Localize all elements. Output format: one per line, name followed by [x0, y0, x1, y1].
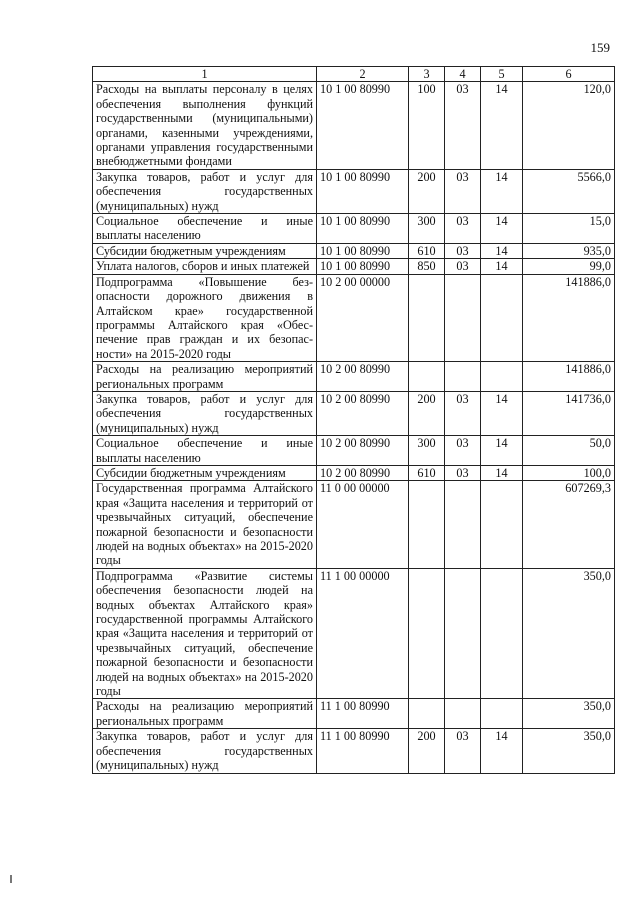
row-name-cell: Закупка товаров, работ и услуг для обеспечения государственных (муниципальных) нужд — [93, 391, 317, 435]
table-row — [93, 699, 615, 729]
section-cell: 03 — [445, 436, 481, 466]
section-cell: 03 — [445, 465, 481, 480]
page-number: 159 — [590, 40, 610, 55]
table-row — [93, 729, 615, 773]
column-header: 6 — [523, 67, 615, 82]
amount-cell: 99,0 — [523, 259, 615, 274]
expense-type-cell: 300 — [409, 436, 445, 466]
target-code-cell: 10 2 00 00000 — [317, 274, 409, 361]
subsection-cell — [481, 699, 523, 729]
scan-artifact — [10, 875, 12, 883]
target-code-cell: 11 1 00 00000 — [317, 568, 409, 699]
target-code-cell: 11 1 00 80990 — [317, 729, 409, 773]
table-row — [93, 243, 615, 258]
target-code-cell: 10 1 00 80990 — [317, 214, 409, 244]
section-cell — [445, 362, 481, 392]
subsection-cell: 14 — [481, 214, 523, 244]
table-row — [93, 362, 615, 392]
column-header: 3 — [409, 67, 445, 82]
subsection-cell: 14 — [481, 465, 523, 480]
expense-type-cell: 610 — [409, 465, 445, 480]
amount-cell: 935,0 — [523, 243, 615, 258]
table-row — [93, 391, 615, 435]
budget-table — [92, 66, 615, 774]
target-code-cell: 10 1 00 80990 — [317, 169, 409, 213]
section-cell: 03 — [445, 391, 481, 435]
expense-type-cell: 100 — [409, 82, 445, 169]
section-cell: 03 — [445, 259, 481, 274]
subsection-cell — [481, 481, 523, 568]
header-row — [93, 67, 615, 82]
expense-type-cell: 850 — [409, 259, 445, 274]
amount-cell: 141736,0 — [523, 391, 615, 435]
subsection-cell: 14 — [481, 436, 523, 466]
target-code-cell: 10 2 00 80990 — [317, 465, 409, 480]
expense-type-cell: 200 — [409, 729, 445, 773]
target-code-cell: 10 2 00 80990 — [317, 436, 409, 466]
row-name-cell: Социальное обеспечение и иные выплаты населению — [93, 214, 317, 244]
column-header: 2 — [317, 67, 409, 82]
subsection-cell: 14 — [481, 243, 523, 258]
table-row — [93, 481, 615, 568]
amount-cell: 141886,0 — [523, 274, 615, 361]
target-code-cell: 10 1 00 80990 — [317, 259, 409, 274]
subsection-cell: 14 — [481, 729, 523, 773]
subsection-cell — [481, 362, 523, 392]
column-header: 1 — [93, 67, 317, 82]
section-cell: 03 — [445, 214, 481, 244]
row-name-cell: Закупка товаров, работ и услуг для обеспечения государственных (муниципальных) нужд — [93, 729, 317, 773]
table-row — [93, 214, 615, 244]
section-cell: 03 — [445, 82, 481, 169]
table-row — [93, 568, 615, 699]
row-name-cell: Уплата налогов, сборов и иных платежей — [93, 259, 317, 274]
amount-cell: 141886,0 — [523, 362, 615, 392]
row-name-cell: Расходы на реализацию мероприятий региональных программ — [93, 699, 317, 729]
amount-cell: 100,0 — [523, 465, 615, 480]
section-cell: 03 — [445, 169, 481, 213]
amount-cell: 5566,0 — [523, 169, 615, 213]
expense-type-cell — [409, 699, 445, 729]
row-name-cell: Субсидии бюджетным учреждениям — [93, 465, 317, 480]
table-row — [93, 465, 615, 480]
target-code-cell: 10 2 00 80990 — [317, 391, 409, 435]
row-name-cell: Подпрограмма «Повышение безопасности дорожного движения в Алтайском крае» государственной программы Алтайского края «Обеспечение прав граждан и их безопасности» на 2015-2020 годы — [93, 274, 317, 361]
expense-type-cell: 200 — [409, 169, 445, 213]
amount-cell: 350,0 — [523, 568, 615, 699]
expense-type-cell — [409, 481, 445, 568]
expense-type-cell: 300 — [409, 214, 445, 244]
expense-type-cell — [409, 568, 445, 699]
section-cell: 03 — [445, 729, 481, 773]
subsection-cell: 14 — [481, 82, 523, 169]
amount-cell: 350,0 — [523, 699, 615, 729]
table-row — [93, 436, 615, 466]
table-row — [93, 82, 615, 169]
subsection-cell: 14 — [481, 169, 523, 213]
target-code-cell: 11 0 00 00000 — [317, 481, 409, 568]
row-name-cell: Государственная программа Алтайского края «Защита населения и территорий от чрезвычайных ситуаций, обеспечение пожарной безопасности и безопасности людей на водных объектах» на 2015-2020 годы — [93, 481, 317, 568]
row-name-cell: Расходы на выплаты персоналу в целях обеспечения выполнения функций государственными (муниципальными) органами, казенными учреждениями, органами управления государственными внебюджетными фондами — [93, 82, 317, 169]
table-row — [93, 274, 615, 361]
section-cell — [445, 481, 481, 568]
expense-type-cell: 610 — [409, 243, 445, 258]
table-row — [93, 169, 615, 213]
amount-cell: 15,0 — [523, 214, 615, 244]
subsection-cell: 14 — [481, 391, 523, 435]
section-cell — [445, 699, 481, 729]
amount-cell: 120,0 — [523, 82, 615, 169]
subsection-cell — [481, 274, 523, 361]
amount-cell: 607269,3 — [523, 481, 615, 568]
expense-type-cell — [409, 274, 445, 361]
column-header: 5 — [481, 67, 523, 82]
row-name-cell: Расходы на реализацию мероприятий региональных программ — [93, 362, 317, 392]
expense-type-cell — [409, 362, 445, 392]
section-cell — [445, 568, 481, 699]
target-code-cell: 10 2 00 80990 — [317, 362, 409, 392]
amount-cell: 50,0 — [523, 436, 615, 466]
subsection-cell: 14 — [481, 259, 523, 274]
amount-cell: 350,0 — [523, 729, 615, 773]
subsection-cell — [481, 568, 523, 699]
section-cell: 03 — [445, 243, 481, 258]
row-name-cell: Закупка товаров, работ и услуг для обеспечения государственных (муниципальных) нужд — [93, 169, 317, 213]
row-name-cell: Субсидии бюджетным учреждениям — [93, 243, 317, 258]
row-name-cell: Подпрограмма «Развитие системы обеспечения безопасности людей на водных объектах Алтайского края» государственной программы Алтайского края «Защита населения и территорий от чрезвычайных ситуаций, обеспечение пожарной безопасности и безопасности людей на водных объектах» на 2015-2020 годы — [93, 568, 317, 699]
table-row — [93, 259, 615, 274]
target-code-cell: 11 1 00 80990 — [317, 699, 409, 729]
section-cell — [445, 274, 481, 361]
expense-type-cell: 200 — [409, 391, 445, 435]
column-header: 4 — [445, 67, 481, 82]
row-name-cell: Социальное обеспечение и иные выплаты населению — [93, 436, 317, 466]
target-code-cell: 10 1 00 80990 — [317, 82, 409, 169]
target-code-cell: 10 1 00 80990 — [317, 243, 409, 258]
